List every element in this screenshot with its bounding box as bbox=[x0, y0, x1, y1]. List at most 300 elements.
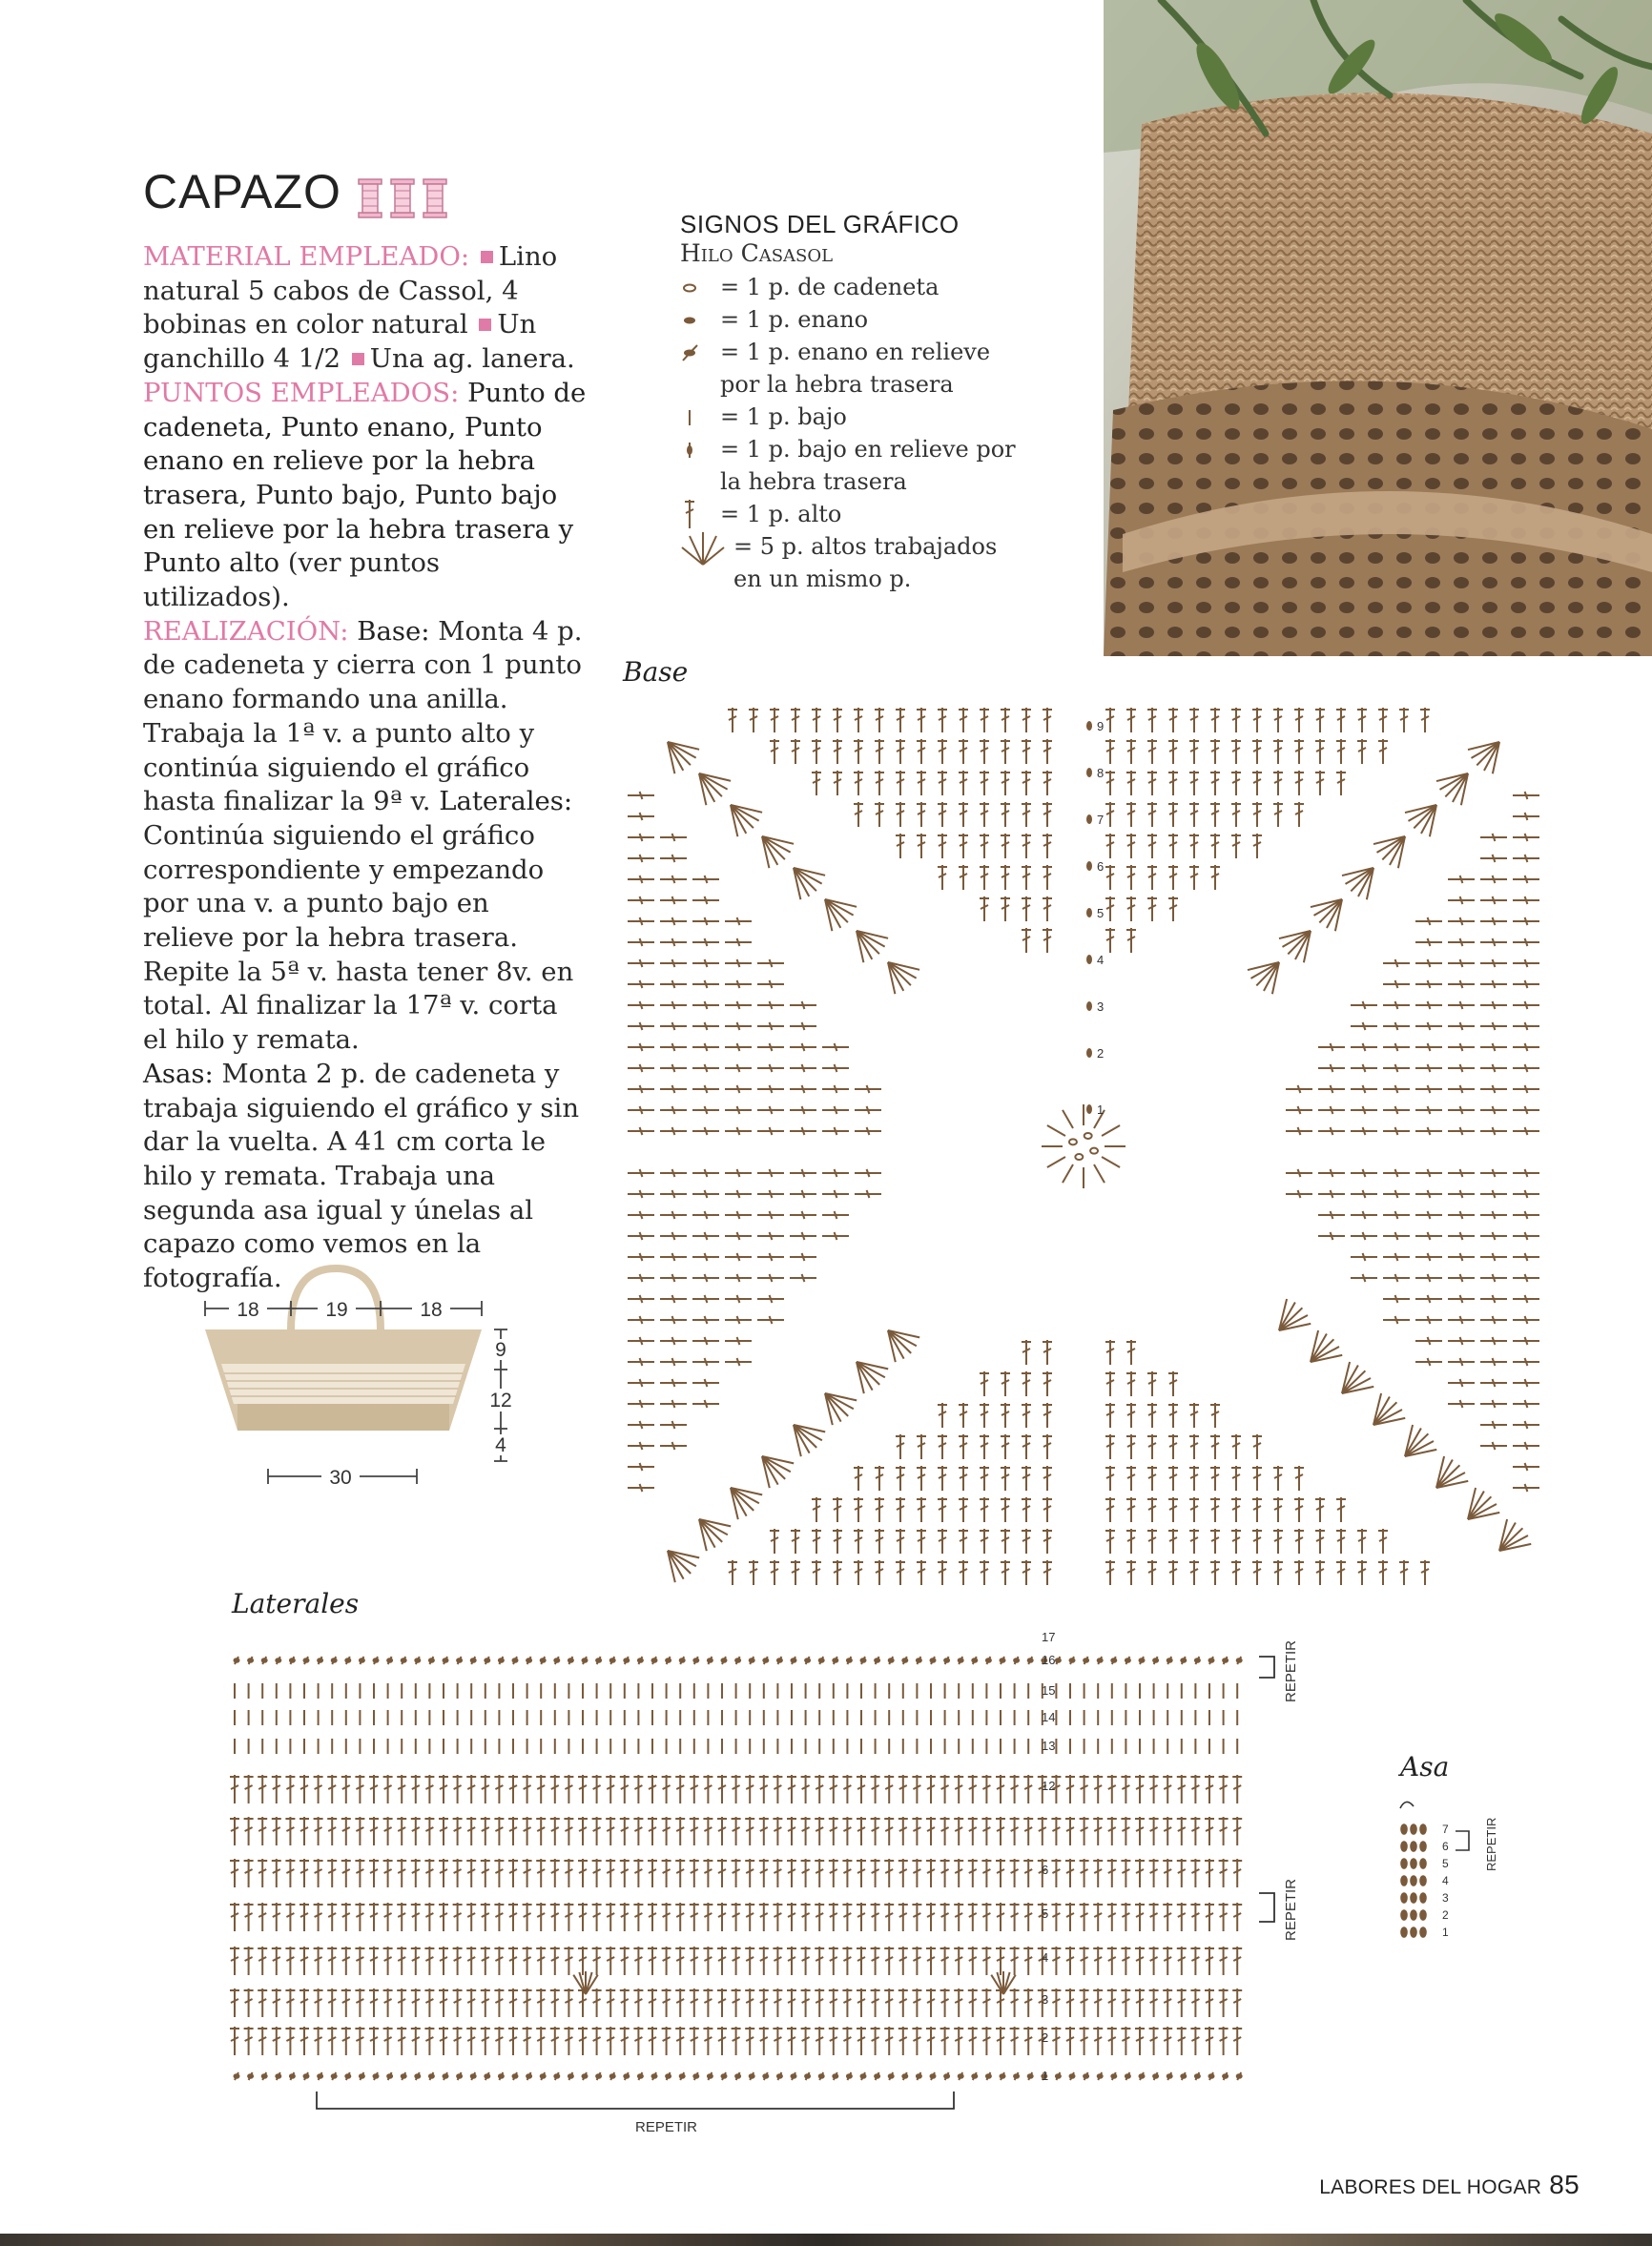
row-number: 2 bbox=[1042, 2030, 1049, 2045]
page-footer bbox=[1319, 2170, 1580, 2200]
bobble-mark bbox=[1401, 1893, 1407, 1903]
horizontal-double-crochet-mark bbox=[1351, 1022, 1377, 1030]
double-crochet-mark bbox=[1231, 1466, 1241, 1491]
double-crochet-mark bbox=[980, 802, 989, 827]
double-crochet-mark bbox=[1232, 2027, 1242, 2055]
row-number: 4 bbox=[1097, 953, 1105, 967]
double-crochet-mark bbox=[801, 2027, 811, 2055]
double-crochet-mark bbox=[833, 739, 842, 764]
horizontal-double-crochet-mark bbox=[1415, 1274, 1442, 1282]
double-crochet-mark bbox=[508, 1775, 518, 1803]
double-crochet-mark bbox=[728, 1560, 737, 1585]
chain-mark bbox=[1086, 1001, 1092, 1011]
double-crochet-mark bbox=[773, 1947, 782, 1975]
slip-stitch-mark bbox=[1223, 2072, 1228, 2080]
double-crochet-mark bbox=[1177, 1817, 1187, 1845]
double-crochet-mark bbox=[1147, 1529, 1157, 1554]
horizontal-double-crochet-mark bbox=[1513, 1442, 1539, 1450]
double-crochet-mark bbox=[355, 1859, 364, 1887]
horizontal-double-crochet-mark bbox=[1351, 1253, 1377, 1261]
horizontal-double-crochet-mark bbox=[628, 917, 654, 925]
horizontal-double-crochet-mark bbox=[1383, 1253, 1410, 1261]
slip-stitch-mark bbox=[304, 1657, 309, 1664]
double-crochet-mark bbox=[728, 708, 737, 732]
horizontal-double-crochet-mark bbox=[822, 1043, 849, 1051]
double-crochet-mark bbox=[564, 1817, 573, 1845]
bobble-mark bbox=[1420, 1927, 1426, 1937]
horizontal-double-crochet-mark bbox=[725, 1064, 752, 1072]
row-number: 2 bbox=[1097, 1046, 1105, 1061]
slip-stitch-mark bbox=[568, 2072, 573, 2080]
horizontal-double-crochet-mark bbox=[628, 792, 654, 799]
double-crochet-mark bbox=[690, 1859, 699, 1887]
horizontal-double-crochet-mark bbox=[1480, 1274, 1507, 1282]
bobble-mark bbox=[1420, 1876, 1426, 1885]
horizontal-double-crochet-mark bbox=[757, 1064, 784, 1072]
double-crochet-mark bbox=[620, 1947, 630, 1975]
shell-mark bbox=[1248, 962, 1279, 994]
double-crochet-mark bbox=[690, 1903, 699, 1931]
double-crochet-mark bbox=[1189, 771, 1199, 795]
double-crochet-mark bbox=[912, 1775, 921, 1803]
double-crochet-mark bbox=[854, 771, 863, 795]
ring-stitch-mark bbox=[1094, 1164, 1105, 1183]
double-crochet-mark bbox=[1022, 928, 1031, 953]
double-crochet-mark bbox=[1010, 1903, 1020, 1931]
double-crochet-mark bbox=[1147, 834, 1157, 858]
horizontal-double-crochet-mark bbox=[660, 1400, 687, 1408]
chain-mark bbox=[1084, 1133, 1092, 1139]
horizontal-double-crochet-mark bbox=[757, 1043, 784, 1051]
horizontal-double-crochet-mark bbox=[1480, 834, 1507, 841]
repeat-label: REPETIR bbox=[1283, 1878, 1299, 1941]
double-crochet-mark bbox=[1189, 1560, 1199, 1585]
horizontal-double-crochet-mark bbox=[1286, 1085, 1312, 1093]
double-crochet-mark bbox=[1252, 1529, 1262, 1554]
double-crochet-mark bbox=[1105, 834, 1115, 858]
slip-stitch-mark bbox=[917, 2072, 921, 2080]
double-crochet-mark bbox=[481, 2027, 490, 2055]
double-crochet-mark bbox=[494, 1903, 504, 1931]
double-crochet-mark bbox=[620, 1817, 630, 1845]
horizontal-double-crochet-mark bbox=[1286, 1190, 1312, 1198]
double-crochet-mark bbox=[884, 1988, 894, 2017]
slip-stitch-mark bbox=[1001, 2072, 1005, 2080]
horizontal-double-crochet-mark bbox=[628, 896, 654, 904]
double-crochet-mark bbox=[1252, 1466, 1262, 1491]
slip-stitch-mark bbox=[1125, 2072, 1130, 2080]
horizontal-double-crochet-mark bbox=[1448, 1127, 1475, 1135]
double-crochet-mark bbox=[854, 708, 863, 732]
horizontal-double-crochet-mark bbox=[692, 1295, 719, 1303]
horizontal-double-crochet-mark bbox=[1448, 1022, 1475, 1030]
double-crochet-mark bbox=[355, 1903, 364, 1931]
double-crochet-mark bbox=[773, 1903, 782, 1931]
horizontal-double-crochet-mark bbox=[1448, 938, 1475, 946]
double-crochet-mark bbox=[620, 1775, 630, 1803]
double-crochet-mark bbox=[1121, 1903, 1130, 1931]
double-crochet-mark bbox=[884, 1947, 894, 1975]
double-crochet-mark bbox=[787, 1903, 796, 1931]
double-crochet-mark bbox=[314, 1775, 323, 1803]
double-crochet-mark bbox=[1043, 1371, 1052, 1396]
slip-stitch-mark bbox=[624, 1657, 629, 1664]
slip-stitch-mark bbox=[666, 2072, 671, 2080]
double-crochet-mark bbox=[980, 1497, 989, 1522]
horizontal-double-crochet-mark bbox=[757, 1127, 784, 1135]
legend-item: = 1 p. enano en relieve por la hebra trasera bbox=[680, 336, 1023, 401]
horizontal-double-crochet-mark bbox=[660, 1043, 687, 1051]
shell-mark bbox=[699, 773, 731, 805]
double-crochet-mark bbox=[703, 2027, 712, 2055]
double-crochet-mark bbox=[1105, 739, 1115, 764]
slip-stitch-mark bbox=[638, 2072, 643, 2080]
horizontal-double-crochet-mark bbox=[1448, 959, 1475, 967]
double-crochet-mark bbox=[968, 1775, 978, 1803]
double-crochet-mark bbox=[968, 1817, 978, 1845]
double-crochet-mark bbox=[383, 1988, 393, 2017]
slip-stitch-mark bbox=[248, 1657, 253, 1664]
horizontal-double-crochet-mark bbox=[725, 1190, 752, 1198]
horizontal-double-crochet-mark bbox=[1513, 813, 1539, 820]
chain-mark bbox=[1086, 861, 1092, 871]
double-crochet-mark bbox=[383, 1775, 393, 1803]
double-crochet-mark bbox=[550, 1903, 560, 1931]
bullet-square-icon bbox=[479, 319, 491, 331]
double-crochet-mark bbox=[258, 1947, 267, 1975]
double-crochet-mark bbox=[369, 1817, 379, 1845]
double-crochet-mark bbox=[439, 1988, 448, 2017]
horizontal-double-crochet-mark bbox=[725, 959, 752, 967]
double-crochet-mark bbox=[896, 802, 905, 827]
chain-mark bbox=[1086, 1048, 1092, 1058]
horizontal-double-crochet-mark bbox=[1480, 917, 1507, 925]
horizontal-double-crochet-mark bbox=[692, 1127, 719, 1135]
double-crochet-mark bbox=[314, 2027, 323, 2055]
double-crochet-mark bbox=[732, 1903, 741, 1931]
double-crochet-mark bbox=[690, 1775, 699, 1803]
double-crochet-mark bbox=[299, 1988, 309, 2017]
slip-stitch-mark bbox=[1084, 1657, 1088, 1664]
double-crochet-mark bbox=[917, 739, 926, 764]
double-crochet-mark bbox=[690, 2027, 699, 2055]
double-crochet-mark bbox=[550, 1817, 560, 1845]
double-crochet-mark bbox=[1126, 865, 1136, 890]
horizontal-double-crochet-mark bbox=[757, 1106, 784, 1114]
double-crochet-mark bbox=[453, 1817, 463, 1845]
horizontal-double-crochet-mark bbox=[660, 1442, 687, 1450]
double-crochet-mark bbox=[854, 1466, 863, 1491]
slip-stitch-mark bbox=[276, 2072, 280, 2080]
double-crochet-mark bbox=[244, 1817, 254, 1845]
horizontal-double-crochet-mark bbox=[790, 1064, 816, 1072]
horizontal-double-crochet-mark bbox=[757, 980, 784, 988]
row-number: 1 bbox=[1442, 1926, 1449, 1939]
horizontal-double-crochet-mark bbox=[628, 980, 654, 988]
double-crochet-mark bbox=[801, 1988, 811, 2017]
double-crochet-mark bbox=[411, 1988, 421, 2017]
bobble-mark bbox=[1420, 1842, 1426, 1851]
double-crochet-mark bbox=[633, 1947, 643, 1975]
horizontal-double-crochet-mark bbox=[1318, 1211, 1345, 1219]
chain-mark bbox=[1086, 1104, 1092, 1114]
horizontal-double-crochet-mark bbox=[790, 1169, 816, 1177]
double-crochet-mark bbox=[411, 1817, 421, 1845]
double-crochet-mark bbox=[926, 1775, 936, 1803]
double-crochet-mark bbox=[1294, 802, 1304, 827]
double-crochet-mark bbox=[1065, 1947, 1075, 1975]
double-crochet-mark bbox=[1105, 1529, 1115, 1554]
bobble-mark bbox=[1411, 1927, 1416, 1937]
horizontal-double-crochet-mark bbox=[1351, 1232, 1377, 1240]
double-crochet-mark bbox=[592, 1817, 602, 1845]
slip-stitch-mark bbox=[318, 2072, 322, 2080]
slip-stitch-mark bbox=[1014, 2072, 1019, 2080]
shell-mark bbox=[1436, 773, 1468, 805]
double-crochet-mark bbox=[1043, 865, 1052, 890]
double-crochet-mark bbox=[230, 1903, 239, 1931]
horizontal-double-crochet-mark bbox=[1383, 1316, 1410, 1324]
double-crochet-mark bbox=[1135, 1903, 1145, 1931]
horizontal-double-crochet-mark bbox=[822, 1085, 849, 1093]
slip-stitch-mark bbox=[847, 2072, 852, 2080]
double-crochet-mark bbox=[968, 1947, 978, 1975]
horizontal-double-crochet-mark bbox=[1480, 855, 1507, 862]
double-crochet-mark bbox=[981, 1947, 991, 1975]
horizontal-double-crochet-mark bbox=[1448, 876, 1475, 883]
horizontal-double-crochet-mark bbox=[1513, 1169, 1539, 1177]
double-crochet-mark bbox=[801, 1817, 811, 1845]
double-crochet-mark bbox=[1252, 771, 1262, 795]
horizontal-double-crochet-mark bbox=[855, 1106, 881, 1114]
double-crochet-mark bbox=[1051, 1859, 1061, 1887]
horizontal-double-crochet-mark bbox=[1415, 1043, 1442, 1051]
double-crochet-mark bbox=[1294, 1466, 1304, 1491]
double-crochet-mark bbox=[466, 2027, 476, 2055]
legend-item: = 5 p. altos trabajados en un mismo p. bbox=[680, 530, 1023, 595]
shell-mark bbox=[1405, 805, 1436, 836]
double-crochet-mark bbox=[1273, 1560, 1283, 1585]
row-number: 14 bbox=[1042, 1710, 1056, 1724]
horizontal-double-crochet-mark bbox=[1415, 1232, 1442, 1240]
bottom-photo-strip bbox=[0, 2234, 1652, 2246]
double-crochet-mark bbox=[1105, 896, 1115, 921]
double-crochet-mark bbox=[1043, 1560, 1052, 1585]
double-crochet-mark bbox=[397, 1947, 406, 1975]
double-crochet-mark bbox=[1168, 708, 1178, 732]
horizontal-double-crochet-mark bbox=[822, 1064, 849, 1072]
double-crochet-mark bbox=[648, 1988, 657, 2017]
double-crochet-mark bbox=[787, 1859, 796, 1887]
double-crochet-mark bbox=[648, 1903, 657, 1931]
double-crochet-mark bbox=[466, 1817, 476, 1845]
double-crochet-mark bbox=[1147, 739, 1157, 764]
double-crochet-mark bbox=[968, 1988, 978, 2017]
bobble-mark bbox=[1420, 1859, 1426, 1868]
double-crochet-mark bbox=[1107, 1817, 1117, 1845]
double-crochet-mark bbox=[703, 1859, 712, 1887]
horizontal-double-crochet-mark bbox=[1513, 959, 1539, 967]
slip-stitch-mark bbox=[596, 1657, 601, 1664]
double-crochet-mark bbox=[1205, 2027, 1214, 2055]
asas-label: Asas: bbox=[143, 1058, 214, 1089]
double-crochet-mark bbox=[773, 1988, 782, 2017]
slip-stitch-mark bbox=[1153, 2072, 1158, 2080]
double-crochet-mark bbox=[703, 1817, 712, 1845]
double-crochet-mark bbox=[1273, 771, 1283, 795]
double-crochet-mark bbox=[1189, 1434, 1199, 1459]
double-crochet-mark bbox=[1126, 1529, 1136, 1554]
double-crochet-mark bbox=[1210, 1497, 1220, 1522]
horizontal-double-crochet-mark bbox=[757, 1211, 784, 1219]
double-crochet-mark bbox=[959, 1466, 968, 1491]
slip-stitch-mark bbox=[471, 2072, 476, 2080]
slip-stitch-mark bbox=[568, 1657, 573, 1664]
horizontal-double-crochet-mark bbox=[628, 1106, 654, 1114]
double-crochet-mark bbox=[857, 1988, 866, 2017]
double-crochet-mark bbox=[1093, 1947, 1103, 1975]
double-crochet-mark bbox=[875, 708, 884, 732]
horizontal-double-crochet-mark bbox=[1513, 980, 1539, 988]
double-crochet-mark bbox=[884, 2027, 894, 2055]
horizontal-double-crochet-mark bbox=[1480, 1001, 1507, 1009]
double-crochet-mark bbox=[230, 1947, 239, 1975]
double-crochet-mark bbox=[1210, 802, 1220, 827]
double-crochet-mark bbox=[1219, 1988, 1229, 2017]
horizontal-double-crochet-mark bbox=[757, 1001, 784, 1009]
double-crochet-mark bbox=[1022, 896, 1031, 921]
horizontal-double-crochet-mark bbox=[1448, 1106, 1475, 1114]
back-loop-single-crochet-icon bbox=[680, 433, 712, 465]
slip-stitch-mark bbox=[638, 1657, 643, 1664]
shell-mark bbox=[762, 836, 794, 868]
double-crochet-mark bbox=[1001, 802, 1010, 827]
double-crochet-mark bbox=[1163, 1947, 1172, 1975]
slip-stitch-mark bbox=[693, 2072, 698, 2080]
double-crochet-mark bbox=[314, 1988, 323, 2017]
slip-stitch-mark bbox=[1140, 2072, 1145, 2080]
horizontal-double-crochet-mark bbox=[1513, 1211, 1539, 1219]
double-crochet-mark bbox=[355, 1775, 364, 1803]
double-crochet-mark bbox=[875, 1497, 884, 1522]
double-crochet-mark bbox=[1010, 1859, 1020, 1887]
bobble-mark bbox=[1401, 1876, 1407, 1885]
double-crochet-mark bbox=[1010, 1817, 1020, 1845]
double-crochet-mark bbox=[1315, 1529, 1325, 1554]
double-crochet-mark bbox=[815, 1817, 824, 1845]
double-crochet-mark bbox=[327, 1903, 337, 1931]
double-crochet-mark bbox=[926, 1859, 936, 1887]
slip-stitch-mark bbox=[735, 1657, 740, 1664]
double-crochet-mark bbox=[1232, 1903, 1242, 1931]
double-crochet-mark bbox=[1147, 708, 1157, 732]
horizontal-double-crochet-mark bbox=[1351, 1043, 1377, 1051]
horizontal-double-crochet-mark bbox=[1318, 1127, 1345, 1135]
double-crochet-mark bbox=[453, 1859, 463, 1887]
double-crochet-mark bbox=[1232, 1947, 1242, 1975]
horizontal-double-crochet-mark bbox=[628, 1316, 654, 1324]
double-crochet-mark bbox=[1273, 739, 1283, 764]
horizontal-double-crochet-mark bbox=[1513, 896, 1539, 904]
horizontal-double-crochet-mark bbox=[692, 1211, 719, 1219]
shell-mark bbox=[794, 868, 825, 899]
double-crochet-mark bbox=[1149, 2027, 1159, 2055]
slip-stitch-mark bbox=[610, 2072, 615, 2080]
double-crochet-mark bbox=[1043, 1434, 1052, 1459]
double-crochet-mark bbox=[898, 2027, 908, 2055]
double-crochet-mark bbox=[1231, 834, 1241, 858]
double-crochet-mark bbox=[938, 708, 947, 732]
double-crochet-mark bbox=[299, 1947, 309, 1975]
double-crochet-mark bbox=[411, 1947, 421, 1975]
double-crochet-mark bbox=[244, 1903, 254, 1931]
shell-mark bbox=[794, 1425, 825, 1456]
horizontal-double-crochet-mark bbox=[790, 1232, 816, 1240]
double-crochet-mark bbox=[648, 2027, 657, 2055]
double-crochet-mark bbox=[703, 1947, 712, 1975]
horizontal-double-crochet-mark bbox=[1480, 1043, 1507, 1051]
double-crochet-mark bbox=[896, 1560, 905, 1585]
double-crochet-mark bbox=[833, 708, 842, 732]
legend-item: = 1 p. de cadeneta bbox=[680, 271, 1023, 303]
horizontal-double-crochet-mark bbox=[692, 1085, 719, 1093]
double-crochet-mark bbox=[1210, 708, 1220, 732]
double-crochet-mark bbox=[801, 1859, 811, 1887]
double-crochet-mark bbox=[314, 1817, 323, 1845]
double-crochet-mark bbox=[1315, 708, 1325, 732]
double-crochet-mark bbox=[959, 1403, 968, 1428]
shell-mark bbox=[857, 931, 888, 962]
horizontal-double-crochet-mark bbox=[1513, 1190, 1539, 1198]
double-crochet-mark bbox=[842, 1859, 852, 1887]
horizontal-double-crochet-mark bbox=[822, 1106, 849, 1114]
double-crochet-mark bbox=[1001, 865, 1010, 890]
double-crochet-mark bbox=[759, 1903, 769, 1931]
double-crochet-mark bbox=[1378, 1529, 1388, 1554]
slip-stitch-mark bbox=[1195, 1657, 1200, 1664]
horizontal-double-crochet-mark bbox=[628, 1169, 654, 1177]
double-crochet-mark bbox=[829, 2027, 838, 2055]
horizontal-double-crochet-mark bbox=[628, 1442, 654, 1450]
puntos-text: Punto de cadeneta, Punto enano, Punto enano en relieve por la hebra trasera, Punto bajo, Punto bajo en relieve por la hebra trasera y Punto alto bbox=[143, 377, 587, 579]
horizontal-double-crochet-mark bbox=[1448, 1379, 1475, 1387]
slip-stitch-mark bbox=[931, 1657, 936, 1664]
double-crochet-mark bbox=[536, 1817, 546, 1845]
horizontal-double-crochet-mark bbox=[1480, 959, 1507, 967]
slip-stitch-mark bbox=[345, 2072, 350, 2080]
slip-stitch-mark bbox=[1223, 1657, 1228, 1664]
row-number: 15 bbox=[1042, 1683, 1056, 1698]
double-crochet-mark bbox=[857, 1817, 866, 1845]
double-crochet-mark bbox=[1022, 771, 1031, 795]
horizontal-double-crochet-mark bbox=[1480, 1358, 1507, 1366]
double-crochet-mark bbox=[536, 1947, 546, 1975]
double-crochet-mark bbox=[770, 1529, 779, 1554]
horizontal-double-crochet-mark bbox=[660, 1106, 687, 1114]
bullet-square-icon bbox=[481, 251, 493, 263]
double-crochet-mark bbox=[842, 2027, 852, 2055]
double-crochet-mark bbox=[606, 1775, 615, 1803]
repeat-label: REPETIR bbox=[1283, 1639, 1299, 1702]
slip-stitch-icon bbox=[680, 303, 712, 336]
row-number: 6 bbox=[1042, 1863, 1049, 1877]
double-crochet-mark bbox=[1105, 1434, 1115, 1459]
horizontal-double-crochet-mark bbox=[1415, 1169, 1442, 1177]
double-crochet-mark bbox=[749, 708, 758, 732]
double-crochet-mark bbox=[801, 1903, 811, 1931]
double-crochet-mark bbox=[717, 1817, 727, 1845]
double-crochet-mark bbox=[299, 1859, 309, 1887]
